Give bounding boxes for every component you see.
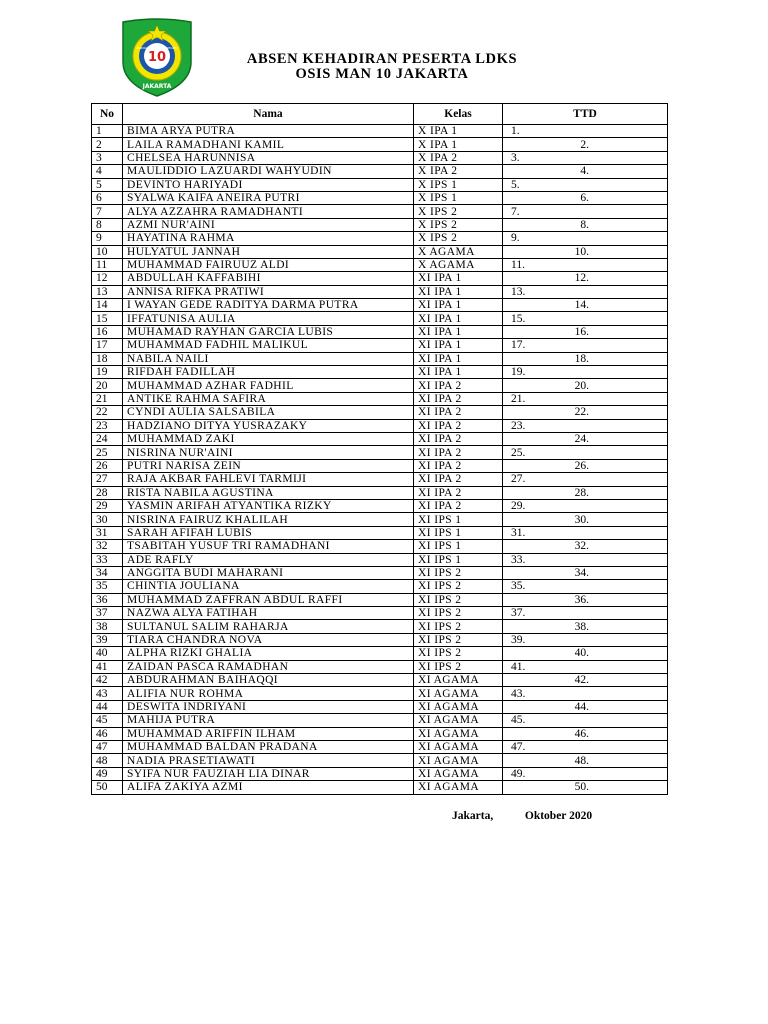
cell-nama: NABILA NAILI bbox=[123, 352, 414, 365]
table-row bbox=[92, 205, 668, 218]
cell-nama: MUHAMMAD ARIFFIN ILHAM bbox=[123, 727, 414, 740]
cell-nama: NISRINA NUR'AINI bbox=[123, 446, 414, 459]
cell-no: 10 bbox=[92, 245, 123, 258]
cell-nama: ADE RAFLY bbox=[123, 553, 414, 566]
cell-no: 49 bbox=[92, 767, 123, 780]
cell-nama: ANTIKE RAHMA SAFIRA bbox=[123, 392, 414, 405]
cell-nama: IFFATUNISA AULIA bbox=[123, 312, 414, 325]
cell-no: 50 bbox=[92, 781, 123, 794]
table-row bbox=[92, 580, 668, 593]
table-row bbox=[92, 125, 668, 138]
cell-no: 41 bbox=[92, 660, 123, 673]
cell-nama: ANGGITA BUDI MAHARANI bbox=[123, 566, 414, 579]
cell-nama: NADIA PRASETIAWATI bbox=[123, 754, 414, 767]
cell-no: 48 bbox=[92, 754, 123, 767]
column-header-nama: Nama bbox=[123, 104, 414, 125]
table-row bbox=[92, 540, 668, 553]
cell-nama: NISRINA FAIRUZ KHALILAH bbox=[123, 513, 414, 526]
cell-kelas: XI IPA 2 bbox=[414, 473, 503, 486]
attendance-table bbox=[91, 103, 668, 795]
table-row bbox=[92, 767, 668, 780]
cell-no: 28 bbox=[92, 486, 123, 499]
cell-kelas: XI IPS 1 bbox=[414, 513, 503, 526]
cell-nama: MUHAMMAD ZAKI bbox=[123, 432, 414, 445]
cell-kelas: X AGAMA bbox=[414, 245, 503, 258]
table-row bbox=[92, 674, 668, 687]
cell-kelas: XI IPS 2 bbox=[414, 660, 503, 673]
cell-no: 2 bbox=[92, 138, 123, 151]
cell-kelas: X IPS 2 bbox=[414, 218, 503, 231]
cell-ttd: 10. bbox=[503, 245, 668, 258]
cell-ttd: 43. bbox=[503, 687, 668, 700]
cell-no: 39 bbox=[92, 633, 123, 646]
footer-city: Jakarta, bbox=[452, 810, 494, 822]
table-row bbox=[92, 366, 668, 379]
cell-kelas: XI IPA 1 bbox=[414, 325, 503, 338]
cell-no: 40 bbox=[92, 647, 123, 660]
cell-nama: MAULIDDIO LAZUARDI WAHYUDIN bbox=[123, 165, 414, 178]
cell-ttd: 33. bbox=[503, 553, 668, 566]
table-row bbox=[92, 459, 668, 472]
cell-no: 16 bbox=[92, 325, 123, 338]
column-header-kelas: Kelas bbox=[414, 104, 503, 125]
cell-kelas: XI IPA 2 bbox=[414, 432, 503, 445]
cell-no: 47 bbox=[92, 740, 123, 753]
cell-kelas: X AGAMA bbox=[414, 258, 503, 271]
table-row bbox=[92, 258, 668, 271]
cell-ttd: 18. bbox=[503, 352, 668, 365]
cell-ttd: 37. bbox=[503, 607, 668, 620]
cell-kelas: XI AGAMA bbox=[414, 767, 503, 780]
cell-ttd: 29. bbox=[503, 499, 668, 512]
cell-ttd: 17. bbox=[503, 339, 668, 352]
cell-nama: DEVINTO HARIYADI bbox=[123, 178, 414, 191]
table-row bbox=[92, 620, 668, 633]
cell-no: 31 bbox=[92, 526, 123, 539]
cell-nama: RAJA AKBAR FAHLEVI TARMIJI bbox=[123, 473, 414, 486]
cell-kelas: XI AGAMA bbox=[414, 740, 503, 753]
cell-ttd: 49. bbox=[503, 767, 668, 780]
table-row bbox=[92, 687, 668, 700]
cell-nama: MAHIJA PUTRA bbox=[123, 714, 414, 727]
cell-kelas: XI IPA 2 bbox=[414, 446, 503, 459]
cell-kelas: XI IPS 1 bbox=[414, 540, 503, 553]
cell-kelas: X IPS 1 bbox=[414, 178, 503, 191]
cell-ttd: 30. bbox=[503, 513, 668, 526]
cell-nama: ANNISA RIFKA PRATIWI bbox=[123, 285, 414, 298]
table-row bbox=[92, 499, 668, 512]
cell-no: 24 bbox=[92, 432, 123, 445]
cell-kelas: XI IPS 2 bbox=[414, 620, 503, 633]
cell-no: 8 bbox=[92, 218, 123, 231]
cell-no: 36 bbox=[92, 593, 123, 606]
cell-ttd: 11. bbox=[503, 258, 668, 271]
cell-nama: ABDURAHMAN BAIHAQQI bbox=[123, 674, 414, 687]
cell-kelas: XI IPA 1 bbox=[414, 352, 503, 365]
cell-ttd: 28. bbox=[503, 486, 668, 499]
table-header-row bbox=[92, 104, 668, 125]
cell-kelas: XI IPS 2 bbox=[414, 647, 503, 660]
cell-kelas: X IPA 2 bbox=[414, 151, 503, 164]
table-row bbox=[92, 232, 668, 245]
cell-kelas: XI IPS 2 bbox=[414, 566, 503, 579]
table-row bbox=[92, 647, 668, 660]
cell-ttd: 19. bbox=[503, 366, 668, 379]
cell-no: 46 bbox=[92, 727, 123, 740]
cell-no: 1 bbox=[92, 125, 123, 138]
cell-kelas: XI IPA 2 bbox=[414, 499, 503, 512]
cell-nama: CHELSEA HARUNNISA bbox=[123, 151, 414, 164]
cell-nama: ZAIDAN PASCA RAMADHAN bbox=[123, 660, 414, 673]
cell-nama: DESWITA INDRIYANI bbox=[123, 700, 414, 713]
table-row bbox=[92, 299, 668, 312]
cell-ttd: 35. bbox=[503, 580, 668, 593]
cell-kelas: XI IPA 1 bbox=[414, 339, 503, 352]
cell-kelas: XI IPS 2 bbox=[414, 633, 503, 646]
cell-kelas: XI IPA 2 bbox=[414, 419, 503, 432]
table-row bbox=[92, 593, 668, 606]
cell-ttd: 15. bbox=[503, 312, 668, 325]
cell-no: 17 bbox=[92, 339, 123, 352]
table-row bbox=[92, 486, 668, 499]
cell-kelas: XI IPA 1 bbox=[414, 312, 503, 325]
cell-no: 29 bbox=[92, 499, 123, 512]
table-row bbox=[92, 138, 668, 151]
cell-no: 3 bbox=[92, 151, 123, 164]
cell-no: 20 bbox=[92, 379, 123, 392]
column-header-no: No bbox=[92, 104, 123, 125]
cell-nama: MUHAMAD RAYHAN GARCIA LUBIS bbox=[123, 325, 414, 338]
cell-kelas: X IPS 1 bbox=[414, 191, 503, 204]
cell-no: 7 bbox=[92, 205, 123, 218]
cell-ttd: 24. bbox=[503, 432, 668, 445]
cell-nama: MUHAMMAD AZHAR FADHIL bbox=[123, 379, 414, 392]
cell-kelas: XI IPS 1 bbox=[414, 553, 503, 566]
table-row bbox=[92, 339, 668, 352]
cell-ttd: 12. bbox=[503, 272, 668, 285]
cell-kelas: X IPS 2 bbox=[414, 205, 503, 218]
school-logo bbox=[113, 18, 201, 98]
cell-no: 21 bbox=[92, 392, 123, 405]
cell-kelas: XI AGAMA bbox=[414, 754, 503, 767]
cell-no: 19 bbox=[92, 366, 123, 379]
table-row bbox=[92, 151, 668, 164]
cell-kelas: XI AGAMA bbox=[414, 714, 503, 727]
cell-nama: YASMIN ARIFAH ATYANTIKA RIZKY bbox=[123, 499, 414, 512]
cell-no: 9 bbox=[92, 232, 123, 245]
cell-ttd: 2. bbox=[503, 138, 668, 151]
table-row bbox=[92, 446, 668, 459]
cell-no: 43 bbox=[92, 687, 123, 700]
cell-nama: MUHAMMAD FAIRUUZ ALDI bbox=[123, 258, 414, 271]
cell-ttd: 20. bbox=[503, 379, 668, 392]
cell-kelas: XI IPA 1 bbox=[414, 285, 503, 298]
cell-nama: AZMI NUR'AINI bbox=[123, 218, 414, 231]
cell-no: 33 bbox=[92, 553, 123, 566]
cell-ttd: 41. bbox=[503, 660, 668, 673]
cell-no: 12 bbox=[92, 272, 123, 285]
table-row bbox=[92, 218, 668, 231]
cell-kelas: XI IPS 1 bbox=[414, 526, 503, 539]
logo-number: 10 bbox=[147, 50, 167, 65]
table-row bbox=[92, 419, 668, 432]
table-row bbox=[92, 700, 668, 713]
title-line-1: ABSEN KEHADIRAN PESERTA LDKS bbox=[246, 51, 518, 67]
cell-nama: ALIFA ZAKIYA AZMI bbox=[123, 781, 414, 794]
cell-ttd: 44. bbox=[503, 700, 668, 713]
cell-ttd: 42. bbox=[503, 674, 668, 687]
cell-nama: RISTA NABILA AGUSTINA bbox=[123, 486, 414, 499]
cell-nama: TSABITAH YUSUF TRI RAMADHANI bbox=[123, 540, 414, 553]
cell-no: 37 bbox=[92, 607, 123, 620]
cell-nama: ABDULLAH KAFFABIHI bbox=[123, 272, 414, 285]
table-row bbox=[92, 513, 668, 526]
cell-ttd: 6. bbox=[503, 191, 668, 204]
cell-kelas: XI IPS 2 bbox=[414, 593, 503, 606]
cell-ttd: 31. bbox=[503, 526, 668, 539]
cell-ttd: 40. bbox=[503, 647, 668, 660]
cell-nama: NAZWA ALYA FATIHAH bbox=[123, 607, 414, 620]
cell-no: 30 bbox=[92, 513, 123, 526]
cell-nama: ALIFIA NUR ROHMA bbox=[123, 687, 414, 700]
cell-ttd: 50. bbox=[503, 781, 668, 794]
cell-ttd: 32. bbox=[503, 540, 668, 553]
logo-ring-text: MADRASAH ALIYAH NEGERI bbox=[136, 46, 178, 50]
table-row bbox=[92, 272, 668, 285]
cell-nama: MUHAMMAD BALDAN PRADANA bbox=[123, 740, 414, 753]
cell-no: 4 bbox=[92, 165, 123, 178]
cell-nama: HAYATINA RAHMA bbox=[123, 232, 414, 245]
cell-no: 32 bbox=[92, 540, 123, 553]
school-emblem-icon bbox=[113, 18, 201, 98]
table-row bbox=[92, 633, 668, 646]
cell-kelas: XI AGAMA bbox=[414, 687, 503, 700]
cell-kelas: XI IPA 2 bbox=[414, 392, 503, 405]
cell-ttd: 25. bbox=[503, 446, 668, 459]
cell-ttd: 1. bbox=[503, 125, 668, 138]
cell-ttd: 16. bbox=[503, 325, 668, 338]
cell-no: 14 bbox=[92, 299, 123, 312]
cell-ttd: 39. bbox=[503, 633, 668, 646]
cell-no: 11 bbox=[92, 258, 123, 271]
table-row bbox=[92, 473, 668, 486]
table-row bbox=[92, 325, 668, 338]
cell-no: 15 bbox=[92, 312, 123, 325]
cell-kelas: XI IPA 2 bbox=[414, 459, 503, 472]
cell-ttd: 14. bbox=[503, 299, 668, 312]
cell-nama: TIARA CHANDRA NOVA bbox=[123, 633, 414, 646]
cell-kelas: XI AGAMA bbox=[414, 674, 503, 687]
cell-nama: RIFDAH FADILLAH bbox=[123, 366, 414, 379]
cell-ttd: 34. bbox=[503, 566, 668, 579]
cell-no: 45 bbox=[92, 714, 123, 727]
table-row bbox=[92, 740, 668, 753]
cell-nama: MUHAMMAD FADHIL MALIKUL bbox=[123, 339, 414, 352]
cell-ttd: 38. bbox=[503, 620, 668, 633]
cell-nama: ALYA AZZAHRA RAMADHANTI bbox=[123, 205, 414, 218]
cell-ttd: 23. bbox=[503, 419, 668, 432]
cell-no: 5 bbox=[92, 178, 123, 191]
table-row bbox=[92, 607, 668, 620]
table-row bbox=[92, 714, 668, 727]
table-row bbox=[92, 526, 668, 539]
cell-ttd: 45. bbox=[503, 714, 668, 727]
table-row bbox=[92, 379, 668, 392]
document-title bbox=[200, 52, 564, 82]
cell-ttd: 4. bbox=[503, 165, 668, 178]
cell-no: 25 bbox=[92, 446, 123, 459]
table-row bbox=[92, 660, 668, 673]
table-row bbox=[92, 165, 668, 178]
signature-date bbox=[452, 810, 592, 822]
cell-ttd: 9. bbox=[503, 232, 668, 245]
cell-kelas: X IPA 1 bbox=[414, 125, 503, 138]
column-header-ttd: TTD bbox=[503, 104, 668, 125]
cell-nama: HULYATUL JANNAH bbox=[123, 245, 414, 258]
cell-no: 13 bbox=[92, 285, 123, 298]
cell-no: 23 bbox=[92, 419, 123, 432]
cell-nama: LAILA RAMADHANI KAMIL bbox=[123, 138, 414, 151]
cell-nama: SYALWA KAIFA ANEIRA PUTRI bbox=[123, 191, 414, 204]
cell-no: 34 bbox=[92, 566, 123, 579]
table-row bbox=[92, 553, 668, 566]
cell-nama: I WAYAN GEDE RADITYA DARMA PUTRA bbox=[123, 299, 414, 312]
cell-nama: CYNDI AULIA SALSABILA bbox=[123, 406, 414, 419]
cell-no: 22 bbox=[92, 406, 123, 419]
cell-no: 18 bbox=[92, 352, 123, 365]
cell-ttd: 7. bbox=[503, 205, 668, 218]
cell-kelas: X IPA 2 bbox=[414, 165, 503, 178]
cell-ttd: 13. bbox=[503, 285, 668, 298]
cell-ttd: 21. bbox=[503, 392, 668, 405]
cell-ttd: 46. bbox=[503, 727, 668, 740]
table-row bbox=[92, 406, 668, 419]
cell-no: 42 bbox=[92, 674, 123, 687]
cell-kelas: XI AGAMA bbox=[414, 700, 503, 713]
cell-ttd: 3. bbox=[503, 151, 668, 164]
table-row bbox=[92, 245, 668, 258]
cell-kelas: XI AGAMA bbox=[414, 781, 503, 794]
title-line-2: OSIS MAN 10 JAKARTA bbox=[295, 66, 469, 82]
logo-city: JAKARTA bbox=[142, 83, 172, 90]
cell-no: 38 bbox=[92, 620, 123, 633]
cell-no: 44 bbox=[92, 700, 123, 713]
cell-ttd: 47. bbox=[503, 740, 668, 753]
table-row bbox=[92, 352, 668, 365]
cell-ttd: 27. bbox=[503, 473, 668, 486]
cell-kelas: XI IPA 1 bbox=[414, 272, 503, 285]
cell-kelas: XI IPA 2 bbox=[414, 379, 503, 392]
table-row bbox=[92, 312, 668, 325]
cell-nama: PUTRI NARISA ZEIN bbox=[123, 459, 414, 472]
cell-nama: BIMA ARYA PUTRA bbox=[123, 125, 414, 138]
cell-nama: CHINTIA JOULIANA bbox=[123, 580, 414, 593]
cell-nama: SARAH AFIFAH LUBIS bbox=[123, 526, 414, 539]
table-row bbox=[92, 191, 668, 204]
cell-kelas: XI IPA 2 bbox=[414, 486, 503, 499]
cell-no: 27 bbox=[92, 473, 123, 486]
footer-date: Oktober 2020 bbox=[524, 810, 593, 822]
table-row bbox=[92, 285, 668, 298]
cell-ttd: 8. bbox=[503, 218, 668, 231]
cell-nama: HADZIANO DITYA YUSRAZAKY bbox=[123, 419, 414, 432]
cell-ttd: 5. bbox=[503, 178, 668, 191]
cell-kelas: XI AGAMA bbox=[414, 727, 503, 740]
cell-nama: MUHAMMAD ZAFFRAN ABDUL RAFFI bbox=[123, 593, 414, 606]
table-body bbox=[92, 125, 668, 795]
cell-ttd: 48. bbox=[503, 754, 668, 767]
cell-kelas: XI IPA 2 bbox=[414, 406, 503, 419]
table-row bbox=[92, 392, 668, 405]
cell-kelas: XI IPS 2 bbox=[414, 580, 503, 593]
cell-nama: SYIFA NUR FAUZIAH LIA DINAR bbox=[123, 767, 414, 780]
table-row bbox=[92, 727, 668, 740]
cell-no: 35 bbox=[92, 580, 123, 593]
table-row bbox=[92, 178, 668, 191]
table-row bbox=[92, 781, 668, 794]
cell-ttd: 22. bbox=[503, 406, 668, 419]
cell-no: 26 bbox=[92, 459, 123, 472]
table-row bbox=[92, 566, 668, 579]
cell-ttd: 36. bbox=[503, 593, 668, 606]
cell-nama: SULTANUL SALIM RAHARJA bbox=[123, 620, 414, 633]
cell-kelas: XI IPA 1 bbox=[414, 366, 503, 379]
cell-ttd: 26. bbox=[503, 459, 668, 472]
table-row bbox=[92, 754, 668, 767]
cell-kelas: XI IPS 2 bbox=[414, 607, 503, 620]
table-row bbox=[92, 432, 668, 445]
cell-no: 6 bbox=[92, 191, 123, 204]
cell-kelas: XI IPA 1 bbox=[414, 299, 503, 312]
cell-kelas: X IPS 2 bbox=[414, 232, 503, 245]
cell-nama: ALPHA RIZKI GHALIA bbox=[123, 647, 414, 660]
cell-kelas: X IPA 1 bbox=[414, 138, 503, 151]
